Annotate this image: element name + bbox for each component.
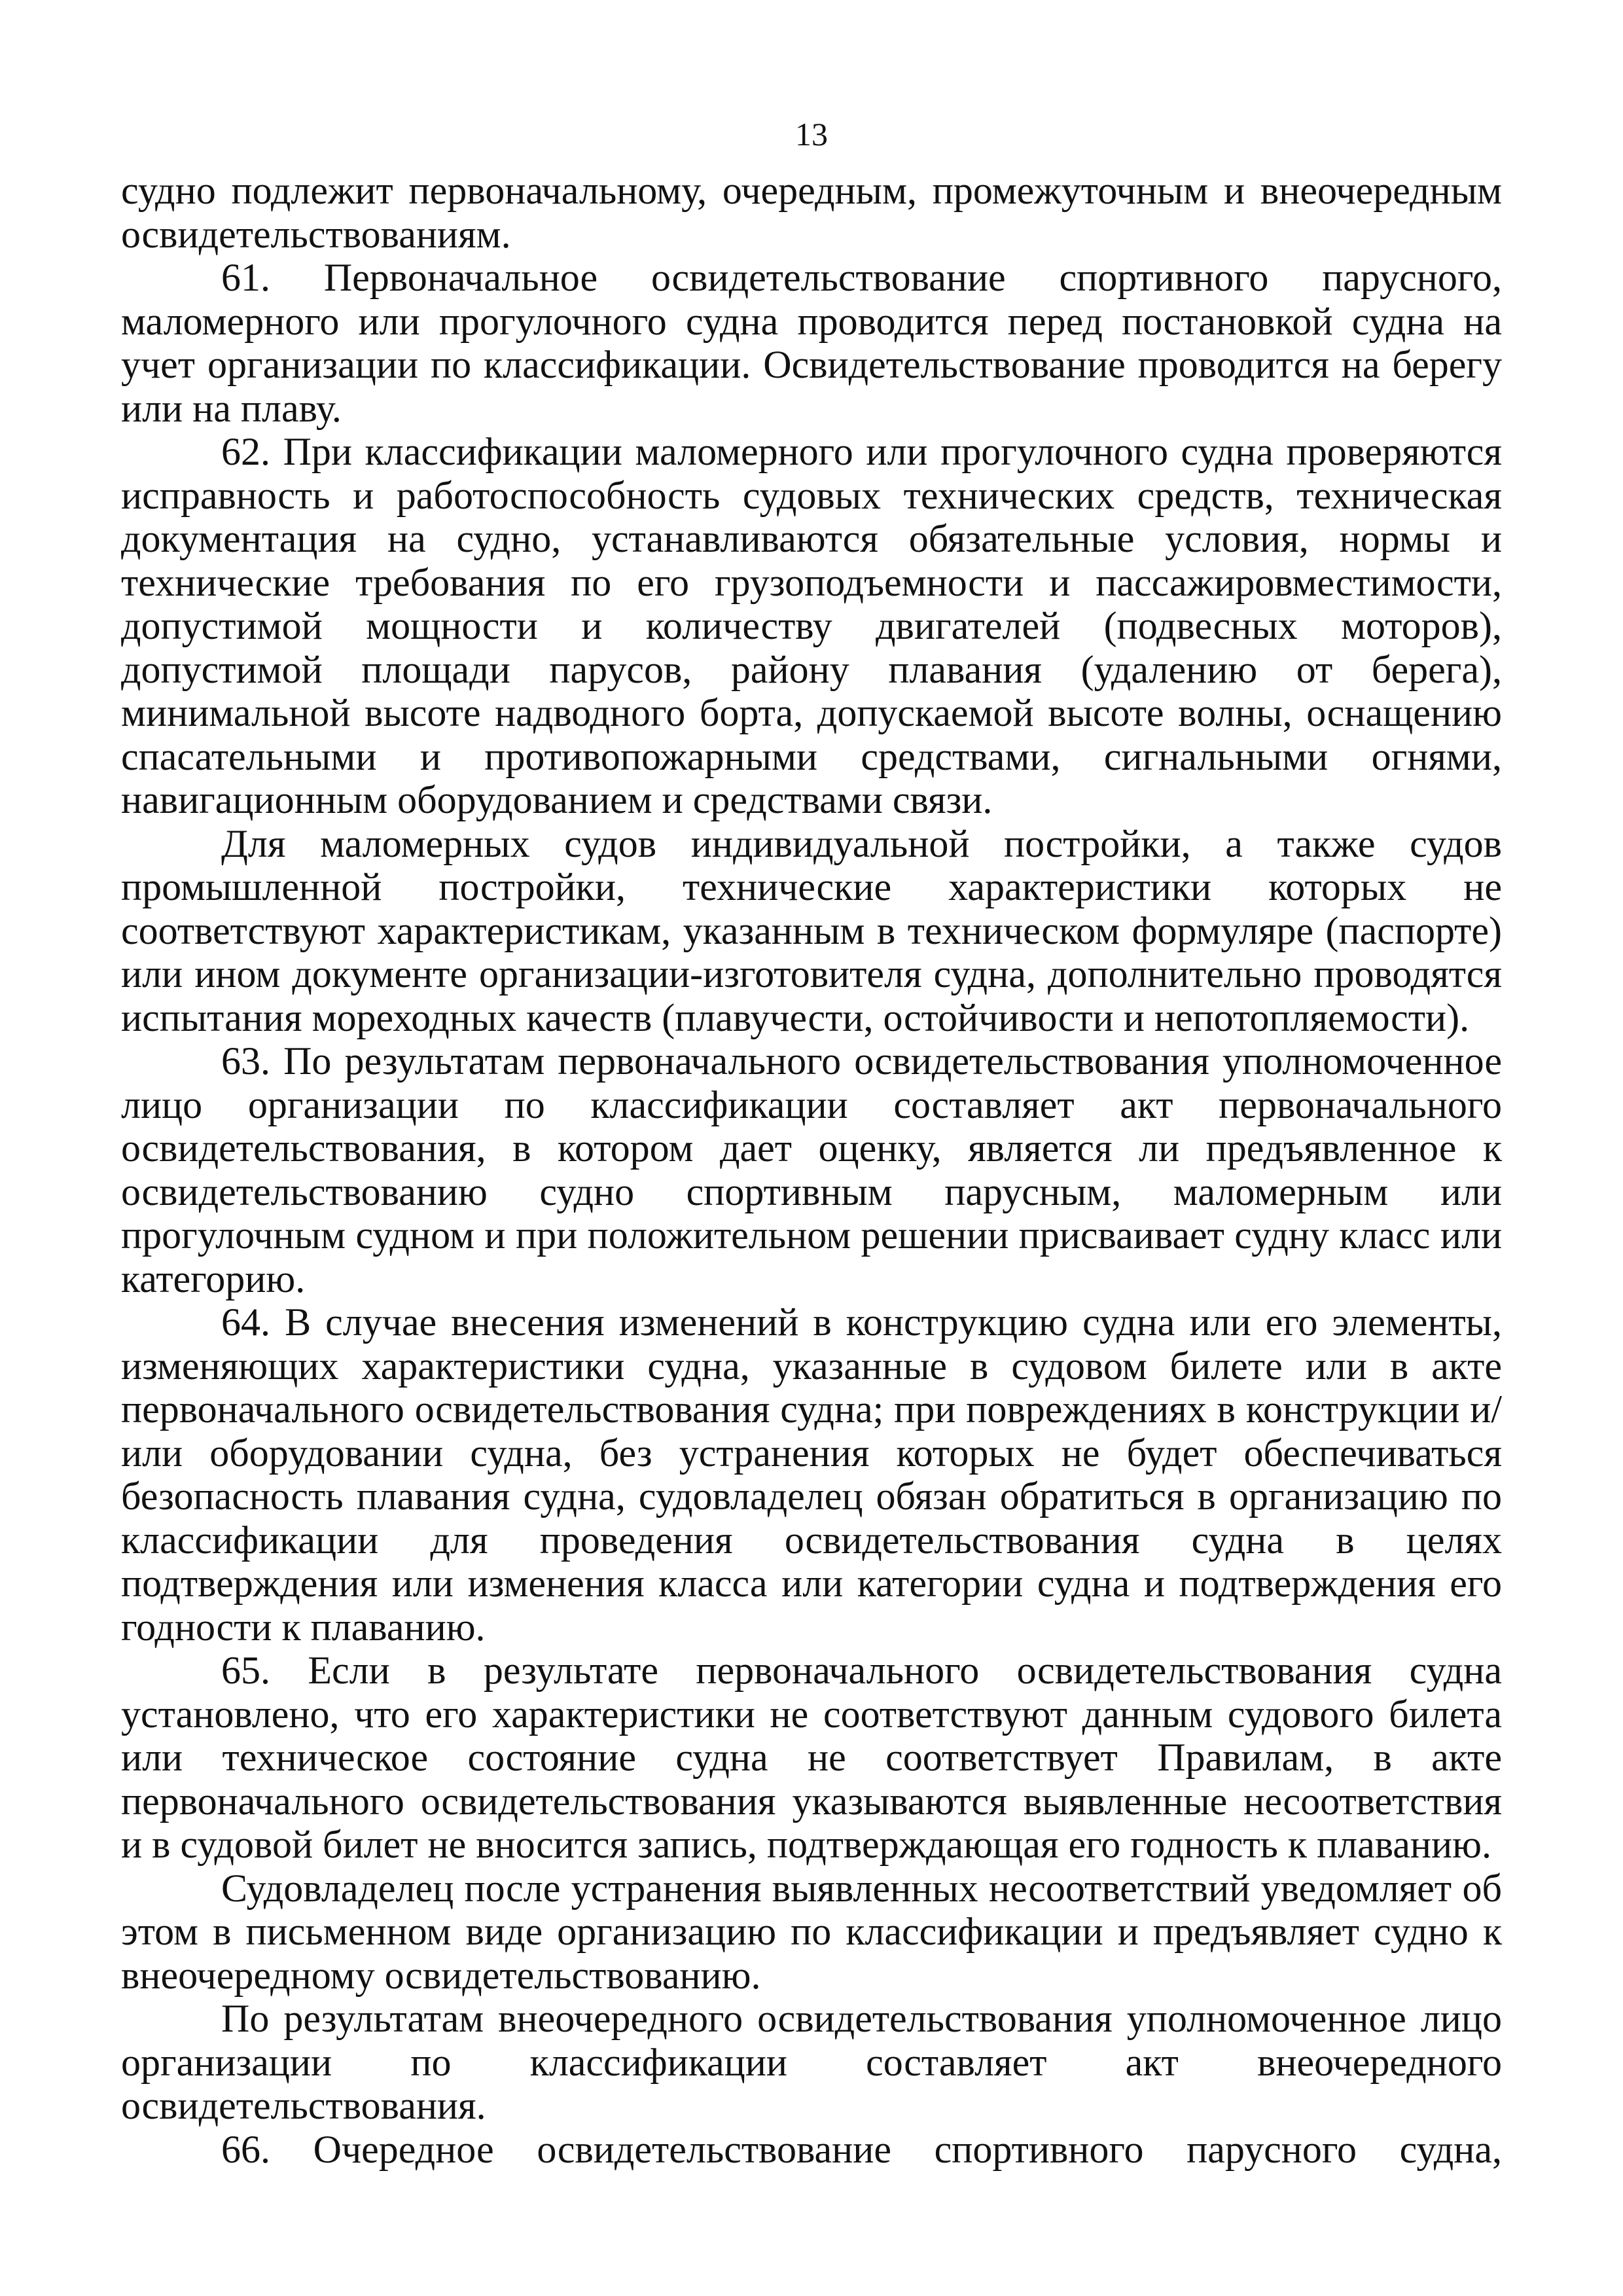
paragraph-65-owner-notice: Судовладелец после устранения выявленных несоответствий уведомляет об этом в письменном виде организацию по классификации и предъявляет судно к внеочередному освидетельствованию.: [121, 1866, 1502, 1997]
document-body: [121, 169, 1502, 2171]
paragraph-62-small-vessels: Для маломерных судов индивидуальной постройки, а также судов промышленной постройки, технические характеристики которых не соответствуют характеристикам, указанным в техническом формуляре (паспорте) или ином документе организации-изготовителя судна, дополнительно проводятся испытания мореходных качеств (плавучести, остойчивости и непотопляемости).: [121, 821, 1502, 1039]
page-number: 13: [795, 116, 828, 152]
paragraph-64: 64. В случае внесения изменений в конструкцию судна или его элементы, изменяющих характеристики судна, указанные в судовом билете или в акте первоначального освидетельствования судна; при повреждениях в конструкции и/или оборудовании судна, без устранения которых не будет обеспечиваться безопасность плавания судна, судовладелец обязан обратиться в организацию по классификации для проведения освидетельствования судна в целях подтверждения или изменения класса или категории судна и подтверждения его годности к плаванию.: [121, 1300, 1502, 1649]
paragraph-63: 63. По результатам первоначального освидетельствования уполномоченное лицо организации по классификации составляет акт первоначального освидетельствования, в котором дает оценку, является ли предъявленное к освидетельствованию судно спортивным парусным, маломерным или прогулочным судном и при положительном решении присваивает судну класс или категорию.: [121, 1039, 1502, 1300]
paragraph-66: 66. Очередное освидетельствование спортивного парусного судна,: [221, 2127, 1502, 2171]
paragraph-61: 61. Первоначальное освидетельствование спортивного парусного, маломерного или прогулочного судна проводится перед постановкой судна на учет организации по классификации. Освидетельствование проводится на берегу или на плаву.: [121, 256, 1502, 430]
paragraph-65: 65. Если в результате первоначального освидетельствования судна установлено, что его характеристики не соответствуют данным судового билета или техническое состояние судна не соответствует Правилам, в акте первоначального освидетельствования указываются выявленные несоответствия и в судовой билет не вносится запись, подтверждающая его годность к плаванию.: [121, 1649, 1502, 1866]
paragraph-62: 62. При классификации маломерного или прогулочного судна проверяются исправность и работоспособность судовых технических средств, техническая документация на судно, устанавливаются обязательные условия, нормы и технические требования по его грузоподъемности и пассажировместимости, допустимой мощности и количеству двигателей (подвесных моторов), допустимой площади парусов, району плавания (удалению от берега), минимальной высоте надводного борта, допускаемой высоте волны, оснащению спасательными и противопожарными средствами, сигнальными огнями, навигационным оборудованием и средствами связи.: [121, 430, 1502, 821]
paragraph-65-extraordinary-act: По результатам внеочередного освидетельствования уполномоченное лицо организации по классификации составляет акт внеочередного освидетельствования.: [121, 1997, 1502, 2127]
paragraph-continuation: судно подлежит первоначальному, очередным, промежуточным и внеочередным освидетельствованиям.: [121, 169, 1502, 256]
